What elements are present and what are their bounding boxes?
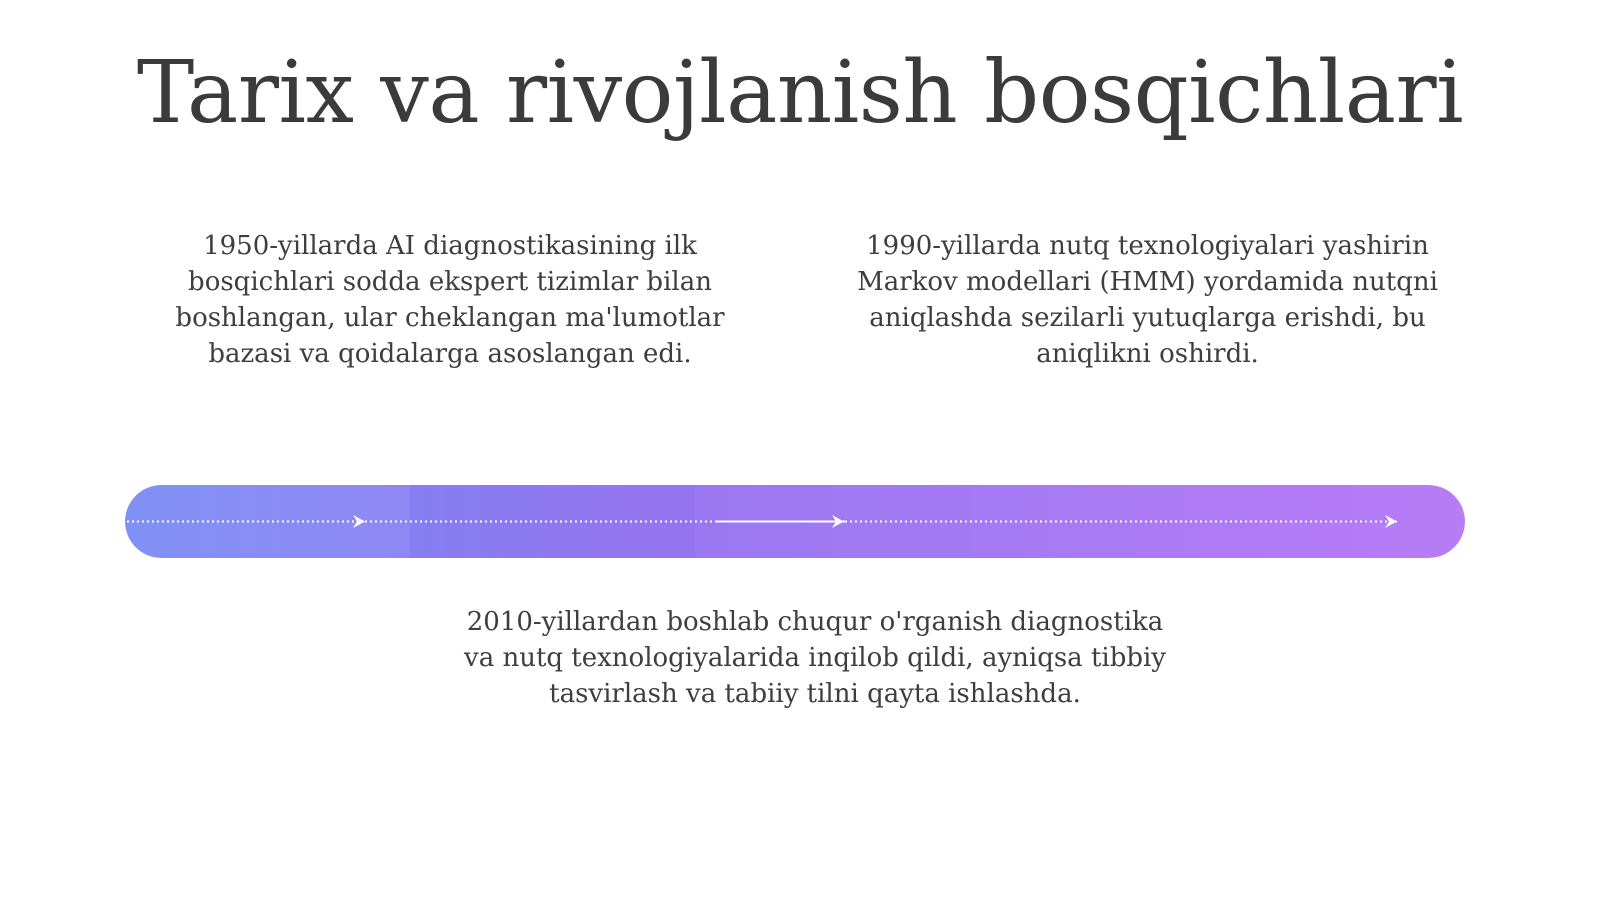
timeline-bar <box>125 485 1465 558</box>
timeline-graphic <box>125 485 1465 558</box>
event-2010s-text: 2010-yillardan boshlab chuqur o'rganish diagnostika va nutq texnologiyalarida inqilob qildi, ayniqsa tibbiy tasvirlash va tabiiy tilni qayta ishlashda. <box>464 607 1166 709</box>
segment-1990s <box>410 485 695 558</box>
slide-title: Tarix va rivojlanish bosqichlari <box>136 43 1464 143</box>
event-1950s-text: 1950-yillarda AI diagnostikasining ilk bosqichlari sodda ekspert tizimlar bilan boshlangan, ular cheklangan ma'lumotlar bazasi va qoidalarga asoslangan edi. <box>175 231 725 369</box>
event-1990s-text: 1990-yillarda nutq texnologiyalari yashirin Markov modellari (HMM) yordamida nutqni aniqlashda sezilarli yutuqlarga erishdi, bu aniqlikni oshirdi. <box>857 231 1438 369</box>
